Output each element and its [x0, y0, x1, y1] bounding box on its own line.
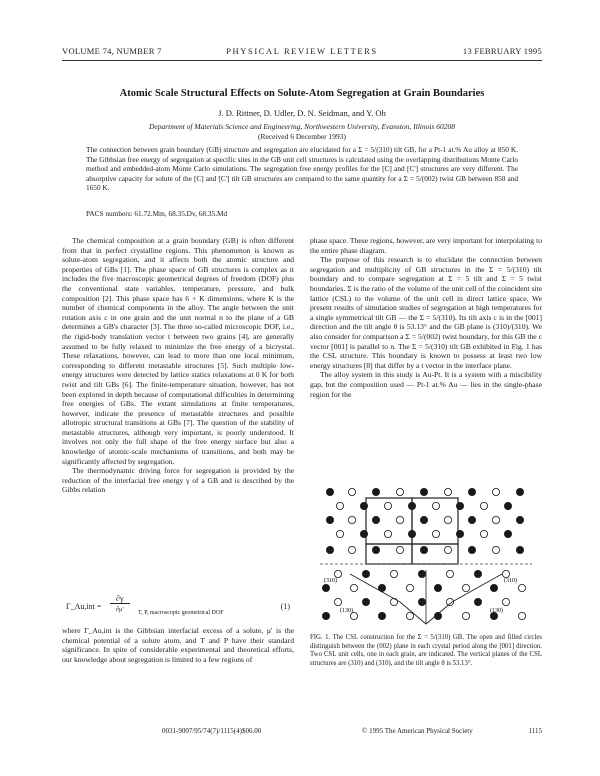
- page-header: [62, 46, 542, 60]
- filled-atom: [372, 516, 379, 523]
- paragraph: phase space. These regions, however, are very important for interpolating to the entire phase diagram.: [310, 236, 542, 255]
- atom-lattice: [322, 488, 525, 619]
- open-atom: [444, 546, 451, 553]
- pacs-numbers: PACS numbers: 61.72.Mm, 68.35.Dv, 68.35.Md: [86, 209, 228, 218]
- open-atom: [334, 570, 341, 577]
- open-atom: [492, 546, 499, 553]
- equation-lhs: Γ_Au,int =: [66, 602, 102, 611]
- open-atom: [336, 502, 343, 509]
- abstract: The connection between grain boundary (GB) structure and segregation are elucidated for a Σ = 5/(310) tilt GB, for a Pt-1 at.% Au alloy at 850 K. The Gibbsian free energy of segregation at specific sites in the GB unit cell structures is calculated using the overlapping distributions Monte Carlo method and embedded-atom Monte Carlo simulations. The segregation free energy profiles for the [C] and [C'] structures are very different. The absorptive capacity for solute of the [C] and [C'] tilt GB structures are compared to the same quantity for a Σ = 5/(002) twist GB between 850 and 1650 K.: [86, 145, 518, 192]
- filled-atom: [456, 502, 463, 509]
- open-atom: [432, 530, 439, 537]
- filled-atom: [504, 502, 511, 509]
- left-column: [62, 236, 294, 495]
- open-atom: [334, 598, 341, 605]
- equation-1: [62, 594, 294, 622]
- paragraph: The purpose of this research is to elucidate the connection between segregation and multiplicity of GB structures in the Σ = 5/(310) tilt boundary and to compare segregation at Σ = 5 tilt and Σ = 5 twist boundaries. Σ is the ratio of the volume of the unit cell of the coincident site lattice (CSL) to the volume of the unit cell in direct lattice space. We present results of simulation studies of segregation at high temperatures for a single symmetrical tilt GB — the Σ = 5/(310). Its tilt axis c is in the [001] direction and the tilt angle θ is 53.13° and the GB plane is (310)/(310). We also consider for comparison a Σ = 5/(002) twist boundary, for this GB the c vector [001] is parallel to n. The Σ = 5/(310) tilt GB exhibited in Fig. 1 has the CSL structure. This boundary is known to possess at least two low energy structures [8] that differ by a t vector in the interface plane.: [310, 255, 542, 370]
- filled-atom: [362, 570, 369, 577]
- filled-atom: [504, 530, 511, 537]
- open-atom: [502, 598, 509, 605]
- paper-title: Atomic Scale Structural Effects on Solute-Atom Segregation at Grain Boundaries: [119, 88, 485, 99]
- filled-atom: [474, 598, 481, 605]
- page-footer: [62, 727, 542, 737]
- filled-atom: [418, 598, 425, 605]
- open-atom: [480, 530, 487, 537]
- affiliation: Department of Materials Science and Engineering, Northwestern University, Evanston, Illinois 60208: [148, 122, 455, 131]
- article-code: 0031-9007/95/74(7)/1115(4)$06.00: [162, 727, 262, 735]
- open-atom: [384, 502, 391, 509]
- paragraph: where Γ_Au,int is the Gibbsian interfacial excess of a solute, μ' is the chemical potential of a solute atom, and T and P have their standard significance. In spite of considerable experimental and theoretical efforts, our knowledge about segregation is limited to a few regions of: [62, 626, 294, 664]
- open-atom: [518, 612, 525, 619]
- filled-atom: [468, 546, 475, 553]
- open-atom: [446, 570, 453, 577]
- open-atom: [390, 570, 397, 577]
- filled-atom: [326, 488, 333, 495]
- open-atom: [384, 530, 391, 537]
- open-atom: [396, 546, 403, 553]
- filled-atom: [362, 598, 369, 605]
- equation-numerator: ∂γ: [110, 594, 130, 604]
- filled-atom: [408, 530, 415, 537]
- open-atom: [348, 546, 355, 553]
- copyright: © 1995 The American Physical Society: [362, 727, 473, 735]
- equation-number: (1): [280, 602, 290, 611]
- filled-atom: [408, 502, 415, 509]
- filled-atom: [474, 570, 481, 577]
- filled-atom: [468, 488, 475, 495]
- open-atom: [462, 584, 469, 591]
- filled-atom: [322, 584, 329, 591]
- open-atom: [348, 488, 355, 495]
- journal-name: PHYSICAL REVIEW LETTERS: [226, 46, 378, 56]
- equation-subscript: T, P, macroscopic geometrical DOF: [138, 610, 224, 616]
- issue-date: 13 FEBRUARY 1995: [462, 46, 542, 56]
- open-atom: [390, 598, 397, 605]
- open-atom: [492, 516, 499, 523]
- authors: J. D. Rittner, D. Udler, D. N. Seidman, and Y. Oh: [218, 108, 386, 118]
- filled-atom: [420, 488, 427, 495]
- filled-atom: [516, 516, 523, 523]
- filled-atom: [468, 516, 475, 523]
- open-atom: [348, 516, 355, 523]
- filled-atom: [516, 488, 523, 495]
- lower-grain-construction: [350, 570, 502, 624]
- open-atom: [518, 584, 525, 591]
- figure-label: (130): [340, 608, 353, 614]
- open-atom: [406, 584, 413, 591]
- filled-atom: [434, 584, 441, 591]
- filled-atom: [490, 584, 497, 591]
- received-date: (Received 6 December 1993): [257, 132, 347, 141]
- page-number: 1115: [528, 727, 542, 735]
- figure-1-caption: FIG. 1. The CSL construction for the Σ = 5/(310) GB. The open and filled circles distinguish between the (002) plane in each crystal period along the [001] direction. Two CSL unit cells, one in each grain, are indicated. The vertical planes of the CSL structures are (310) and (310), and the tilt angle θ is 53.13°.: [310, 634, 542, 667]
- filled-atom: [326, 546, 333, 553]
- filled-atom: [420, 546, 427, 553]
- open-atom: [396, 488, 403, 495]
- filled-atom: [378, 612, 385, 619]
- open-atom: [350, 584, 357, 591]
- figure-label: (310): [324, 578, 337, 584]
- equation-denominator: ∂μ': [115, 606, 124, 613]
- filled-atom: [516, 546, 523, 553]
- filled-atom: [326, 516, 333, 523]
- figure-label: (310): [504, 578, 517, 584]
- open-atom: [406, 612, 413, 619]
- equation-fraction: [110, 594, 130, 613]
- open-atom: [502, 570, 509, 577]
- open-atom: [462, 612, 469, 619]
- paragraph: The thermodynamic driving force for segregation is provided by the reduction of the interfacial free energy γ of a GB and is described by the Gibbs relation: [62, 466, 294, 495]
- volume-number: VOLUME 74, NUMBER 7: [62, 46, 162, 56]
- right-column: [310, 236, 542, 399]
- open-atom: [492, 488, 499, 495]
- figure-1-csl-diagram: [310, 484, 542, 632]
- open-atom: [444, 516, 451, 523]
- paragraph: The alloy system in this study is Au-Pt. It is a system with a miscibility gap, but the composition used — Pt-1 at.% Au — lies in the single-phase region for the: [310, 370, 542, 399]
- open-atom: [396, 516, 403, 523]
- filled-atom: [322, 612, 329, 619]
- open-atom: [480, 502, 487, 509]
- filled-atom: [456, 530, 463, 537]
- open-atom: [444, 488, 451, 495]
- paragraph: The chemical composition at a grain boundary (GB) is often different from that in perfect crystalline regions. This phenomenon is known as solute-atom segregation, and it affects both the atomic structure and properties of GBs [1]. The phase space of GB structures is complex as it includes the five macroscopic geometrical degrees of freedom (DOF) plus the conventional state variables, temperature, pressure, and bulk composition [2]. This phase space has 6 + K dimensions, where K is the number of chemical components in the alloy. The angle between the unit rotation axis c in one grain and the unit normal n to the plane of a GB determines a GB's character [3]. The three so-called microscopic DOF, i.e., the rigid-body translation vector t between two grains [4], are generally assumed to be fully relaxed to minimize the free energy of a bicrystal. These relaxations, however, can lead to more than one local minimum, corresponding to different metastable structures [5]. Such multiple low-energy structures were detected by lattice statics relaxations at 0 K for both twist and tilt GBs [6]. The finite-temperature situation, however, has not been explored in depth because of computational difficulties in determining free energies of GBs. The extant simulations at finite temperatures, however, indicate the presence of metastable structures and possible allotropic structural transitions at GBs [7]. The question of the stability of metastable structures, although very important, is poorly understood. It involves not only the full shape of the free energy surface but also a knowledge of atomic-scale mechanisms of transitions, and both may be significantly affected by segregation.: [62, 236, 294, 466]
- left-column-continued: [62, 626, 294, 664]
- open-atom: [336, 530, 343, 537]
- filled-atom: [372, 546, 379, 553]
- filled-atom: [360, 530, 367, 537]
- filled-atom: [372, 488, 379, 495]
- header-rule: [62, 60, 542, 61]
- open-atom: [432, 502, 439, 509]
- filled-atom: [418, 570, 425, 577]
- filled-atom: [360, 502, 367, 509]
- filled-atom: [420, 516, 427, 523]
- figure-label: (130): [490, 608, 503, 614]
